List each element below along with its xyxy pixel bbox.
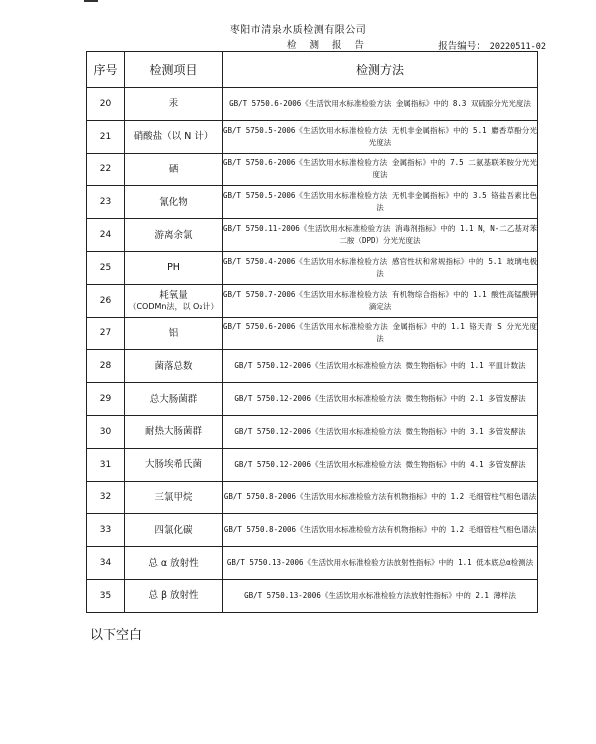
row-number: 21 [87,120,125,153]
row-number: 32 [87,481,125,514]
row-number: 29 [87,383,125,416]
row-number: 35 [87,579,125,612]
test-item: 菌落总数 [154,360,193,372]
test-item: 总 β 放射性 [148,590,199,602]
test-item: 大肠埃希氏菌 [144,459,202,471]
row-number: 23 [87,186,125,219]
test-method: GB/T 5750.8-2006《生活饮用水标准检验方法有机物指标》中的 1.2 毛细管柱气相色谱法 [223,514,538,547]
test-method: GB/T 5750.13-2006《生活饮用水标准检验方法放射性指标》中的 2.1 薄样法 [223,579,538,612]
blank-below-note: 以下空白 [90,628,143,643]
test-method: GB/T 5750.5-2006《生活饮用水标准检验方法 无机非金属指标》中的 5.1 麝香草酚分光光度法 [223,120,538,153]
test-item: 耐热大肠菌群 [144,426,202,438]
test-item: 总大肠菌群 [149,393,198,405]
test-item: 总 α 放射性 [148,557,199,569]
test-item-note: （CODMn法，以 O₂计） [128,301,219,311]
test-item-cell [125,547,223,580]
test-item-cell [125,317,223,350]
test-item: 四氯化碳 [154,524,193,536]
test-item: 游离余氯 [154,229,193,241]
test-item-cell [125,350,223,383]
report-number-label: 报告编号： [438,41,486,52]
row-number: 25 [87,251,125,284]
test-item-cell [125,284,223,317]
test-item: 氰化物 [159,196,188,208]
test-method: GB/T 5750.12-2006《生活饮用水标准检验方法 微生物指标》中的 4.1 多管发酵法 [223,448,538,481]
test-item-cell [125,251,223,284]
table-body [87,88,538,613]
test-method: GB/T 5750.4-2006《生活饮用水标准检验方法 感官性状和常规指标》中的 5.1 玻璃电极法 [223,251,538,284]
company-name: 枣阳市清泉水质检测有限公司 [229,25,367,36]
table-row [87,317,538,350]
test-item-cell [125,448,223,481]
table-header-row [87,52,538,88]
header-test-method: 检测方法 [223,52,538,88]
row-number: 28 [87,350,125,383]
test-method: GB/T 5750.12-2006《生活饮用水标准检验方法 微生物指标》中的 3.1 多管发酵法 [223,415,538,448]
table-row [87,481,538,514]
test-item-cell [125,153,223,186]
table-row [87,514,538,547]
row-number: 26 [87,284,125,317]
test-item-cell [125,88,223,121]
test-method: GB/T 5750.12-2006《生活饮用水标准检验方法 微生物指标》中的 2.1 多管发酵法 [223,383,538,416]
test-method: GB/T 5750.8-2006《生活饮用水标准检验方法有机物指标》中的 1.2 毛细管柱气相色谱法 [223,481,538,514]
table-row [87,448,538,481]
test-item-cell [125,120,223,153]
test-item: 铝 [168,327,179,339]
row-number: 34 [87,547,125,580]
header-test-item: 检测项目 [125,52,223,88]
row-number: 24 [87,219,125,252]
test-method: GB/T 5750.6-2006《生活饮用水标准检验方法 金属指标》中的 8.3 双硫腙分光光度法 [223,88,538,121]
table-row [87,547,538,580]
test-item: PH [167,262,180,274]
test-item-cell [125,579,223,612]
test-method: GB/T 5750.12-2006《生活饮用水标准检验方法 微生物指标》中的 1.1 平皿计数法 [223,350,538,383]
row-number: 22 [87,153,125,186]
test-method: GB/T 5750.6-2006《生活饮用水标准检验方法 金属指标》中的 7.5 二氨基联苯胺分光光度法 [223,153,538,186]
test-item: 三氯甲烷 [154,491,193,503]
table-row [87,284,538,317]
test-item-cell [125,186,223,219]
table-row [87,415,538,448]
report-number [438,38,546,52]
row-number: 20 [87,88,125,121]
test-item-cell [125,219,223,252]
page-top-mark [84,0,98,2]
table-row [87,219,538,252]
test-item-cell [125,415,223,448]
table-row [87,120,538,153]
row-number: 30 [87,415,125,448]
table-row [87,186,538,219]
test-method: GB/T 5750.7-2006《生活饮用水标准检验方法 有机物综合指标》中的 1.1 酸性高锰酸钾滴定法 [223,284,538,317]
test-item: 硝酸盐（以 N 计） [133,131,214,143]
report-subheader [0,37,596,51]
test-item-cell [125,481,223,514]
test-method: GB/T 5750.5-2006《生活饮用水标准检验方法 无机非金属指标》中的 3.5 铬盐吾素比色法 [223,186,538,219]
test-item-cell [125,514,223,547]
test-item-cell [125,383,223,416]
test-item: 汞 [168,98,179,110]
document-title: 检 测 报 告 [287,40,370,51]
table-row [87,88,538,121]
table-row [87,153,538,186]
header-number: 序号 [87,52,125,88]
table-row [87,579,538,612]
test-methods-table [86,51,538,613]
table-row [87,350,538,383]
row-number: 33 [87,514,125,547]
row-number: 27 [87,317,125,350]
test-item: 硒 [168,163,179,175]
table-row [87,251,538,284]
row-number: 31 [87,448,125,481]
report-number-value: 20220511-02 [489,42,546,52]
test-method: GB/T 5750.11-2006《生活饮用水标准检验方法 消毒剂指标》中的 1.1 N，N-二乙基对苯二胺（DPD）分光光度法 [223,219,538,252]
table-row [87,383,538,416]
test-method: GB/T 5750.6-2006《生活饮用水标准检验方法 金属指标》中的 1.1 铬天青 S 分光光度法 [223,317,538,350]
test-method: GB/T 5750.13-2006《生活饮用水标准检验方法放射性指标》中的 1.1 低本底总α检测法 [223,547,538,580]
test-item: 耗氧量 [159,289,188,301]
